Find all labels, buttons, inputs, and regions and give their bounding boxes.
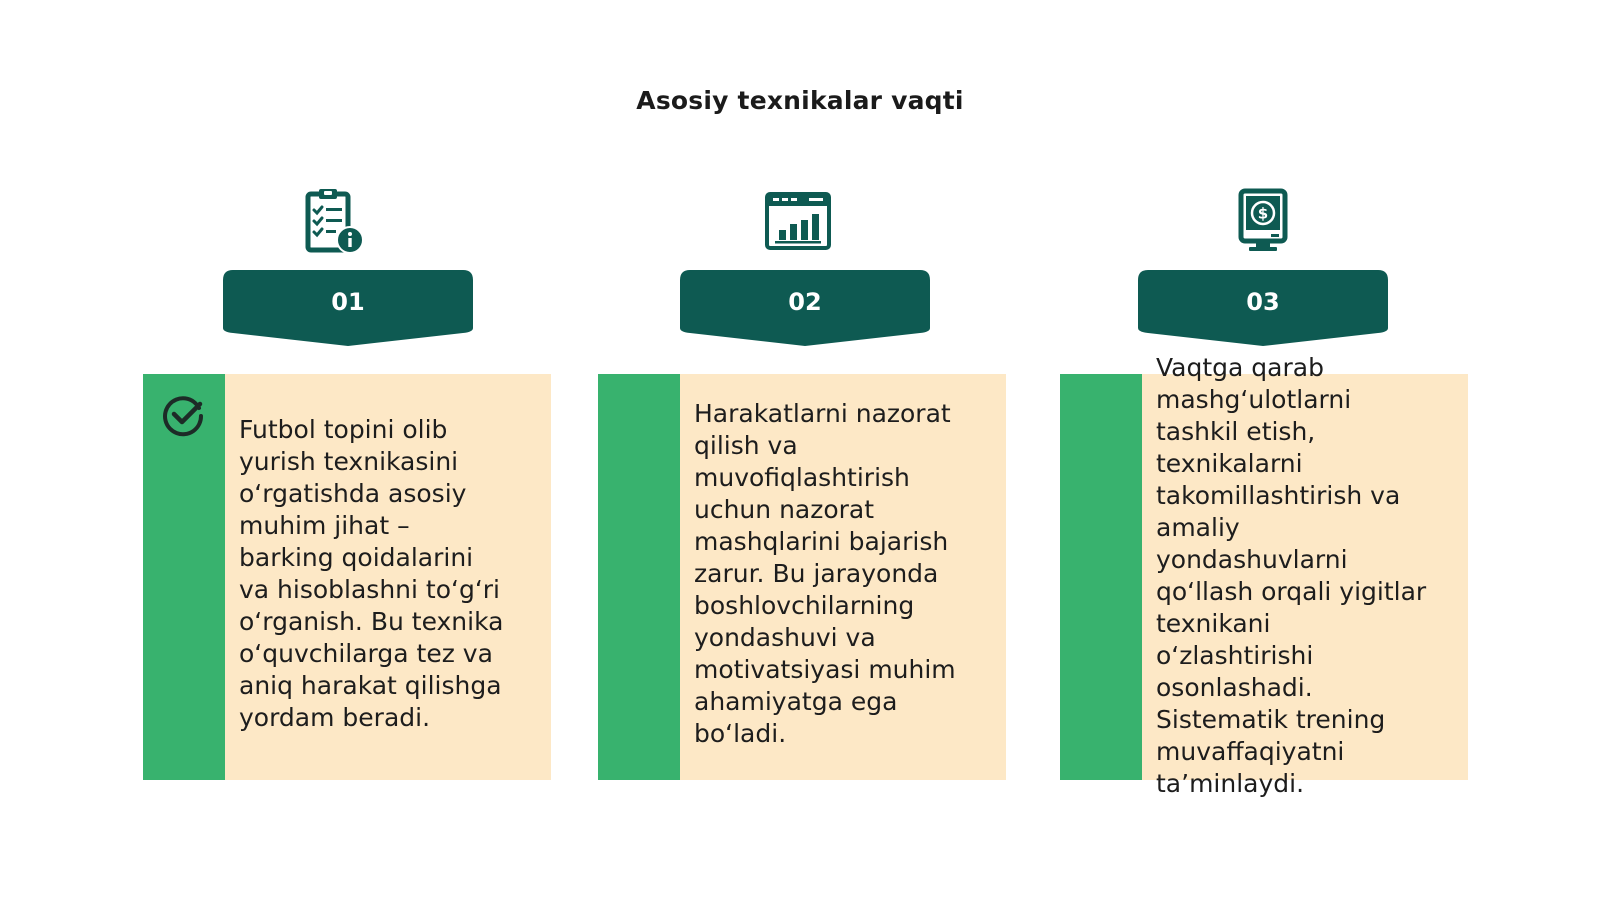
- accent-bar: [1060, 374, 1142, 780]
- monitor-dollar-icon: [1227, 186, 1297, 256]
- clipboard-checklist-info-icon: [298, 186, 368, 256]
- step-description: Futbol topini olib yurish texnikasini o‘rgatishda asosiy muhim jihat – barking qoidalarini va hisoblashni to‘g‘ri o‘rganish. Bu texnika o‘quvchilarga tez va aniq harakat qilishga yordam beradi.: [239, 415, 504, 732]
- step-number-ribbon: [1138, 270, 1388, 348]
- step-number: 03: [1246, 288, 1280, 316]
- step-description: Harakatlarni nazorat qilish va muvofiqlashtirish uchun nazorat mashqlarini bajarish zarur. Bu jarayonda boshlovchilarning yondashuvi va motivatsiyasi muhim ahamiyatga ega bo‘ladi.: [694, 399, 956, 748]
- page-title: Asosiy texnikalar vaqti: [636, 86, 964, 115]
- step-column-3: [1060, 0, 1470, 900]
- step-number-ribbon: [680, 270, 930, 348]
- step-number: 02: [788, 288, 822, 316]
- step-number-ribbon: [223, 270, 473, 348]
- step-column-2: [598, 0, 1008, 900]
- check-circle-icon: [161, 392, 207, 438]
- accent-bar: [598, 374, 680, 780]
- step-number: 01: [331, 288, 365, 316]
- step-description: Vaqtga qarab mashg‘ulotlarni tashkil etish, texnikalarni takomillashtirish va amaliy yondashuvlarni qo‘llash orqali yigitlar texnikani o‘zlashtirishi osonlashadi. Sistematik trening muvaffaqiyatni ta’minlaydi.: [1156, 353, 1427, 798]
- svg-text:$: $: [1257, 204, 1269, 223]
- step-column-1: [143, 0, 553, 900]
- browser-bar-chart-icon: [763, 186, 833, 256]
